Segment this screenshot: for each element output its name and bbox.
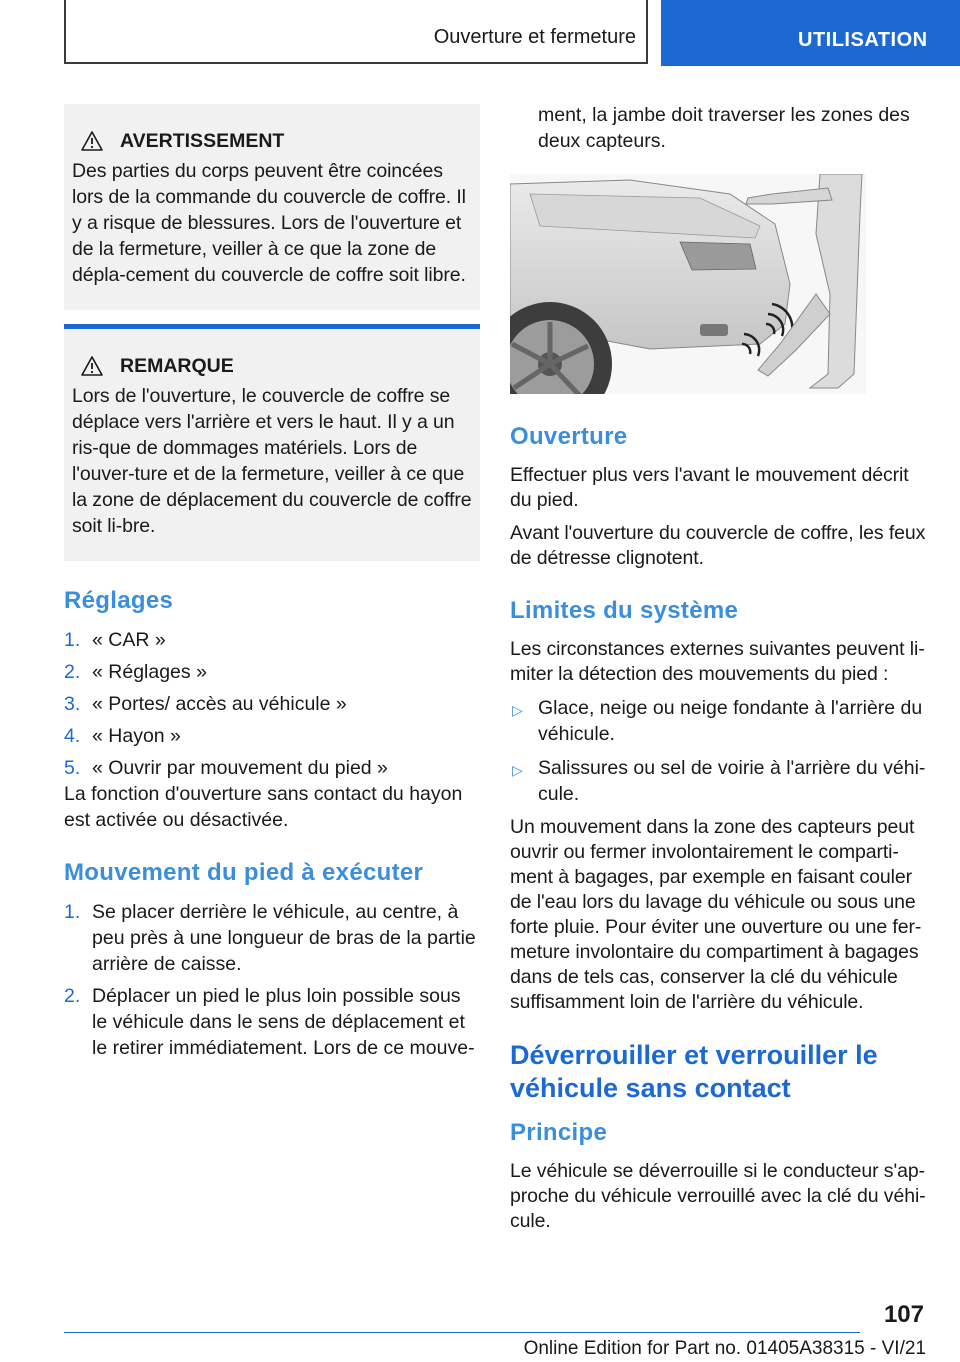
page-number: 107 — [883, 1301, 924, 1328]
limites-heading: Limites du système — [510, 597, 739, 624]
bullet-text: Salissures ou sel de voirie à l'arrière du véhi-cule. — [538, 757, 926, 805]
list-item — [64, 755, 480, 781]
ouverture-paragraph: Avant l'ouverture du couvercle de coffre, les feux de détresse clignotent. — [510, 522, 926, 569]
reglages-heading: Réglages — [64, 587, 174, 614]
bullet-text: Glace, neige ou neige fondante à l'arrière du véhicule. — [538, 697, 923, 745]
principe-text: Le véhicule se déverrouille si le conducteur s'ap-proche du véhicule verrouillé avec la clé du véhi-cule. — [510, 1160, 926, 1232]
warning-title: AVERTISSEMENT — [120, 130, 285, 152]
warning-callout — [64, 104, 480, 310]
list-item — [64, 627, 480, 653]
step-number: 2. — [64, 661, 81, 683]
warning-text: Des parties du corps peuvent être coincées lors de la commande du couvercle de coffre. Il y a risque de blessures. Lors de l'ouverture et de la fermeture, veiller à ce que la zone de dépla-cement du couvercle de coffre soit libre. — [72, 160, 466, 286]
mouvement-heading: Mouvement du pied à exécuter — [64, 859, 424, 886]
step-number: 1. — [64, 901, 81, 923]
edition-text: Online Edition for Part no. 01405A38315 - VI/21 — [523, 1338, 926, 1359]
step-text: Se placer derrière le véhicule, au centre, à peu près à une longueur de bras de la partie arrière de caisse. — [92, 901, 476, 975]
note-title-row — [72, 353, 472, 379]
list-item — [64, 983, 480, 1061]
chapter-label: UTILISATION — [798, 29, 928, 51]
step-number: 1. — [64, 629, 81, 651]
list-item — [64, 899, 480, 977]
step-text: « CAR » — [92, 629, 166, 651]
warning-title-row — [72, 128, 472, 154]
step-number: 3. — [64, 693, 81, 715]
step-text: Déplacer un pied le plus loin possible sous le véhicule dans le sens de déplacement et le retirer immédiatement. Lors de ce mouve- — [92, 985, 475, 1059]
footer-divider — [64, 1332, 860, 1333]
note-callout — [64, 324, 480, 561]
left-column — [64, 104, 480, 1067]
chapter-tab[interactable] — [661, 0, 960, 66]
step-text: « Hayon » — [92, 725, 181, 747]
limites-intro: Les circonstances externes suivantes peuvent li-miter la détection des mouvements du pied : — [510, 638, 925, 685]
section-title: Ouverture et fermeture — [433, 26, 636, 48]
list-item — [510, 695, 926, 747]
list-item — [510, 755, 926, 807]
right-column — [510, 102, 926, 1242]
step-number: 5. — [64, 757, 81, 779]
triangle-bullet-icon: ▷ — [512, 702, 523, 718]
principe-heading: Principe — [510, 1119, 608, 1146]
warning-triangle-icon — [80, 130, 104, 152]
list-item — [64, 691, 480, 717]
step-text: « Portes/ accès au véhicule » — [92, 693, 347, 715]
reglages-result: La fonction d'ouverture sans contact du hayon est activée ou désactivée. — [64, 783, 463, 831]
note-title: REMARQUE — [120, 355, 234, 377]
step-number: 4. — [64, 725, 81, 747]
mouvement-continuation: ment, la jambe doit traverser les zones des deux capteurs. — [538, 104, 910, 152]
step-number: 2. — [64, 985, 81, 1007]
note-text: Lors de l'ouverture, le couvercle de coffre se déplace vers l'arrière et vers le haut. Il y a un ris-que de dommages matériels. Lors de l'ouver-ture et de la fermeture, veiller à ce que la zone de déplacement du couvercle de coffre soit li-bre. — [72, 385, 472, 537]
deverrouiller-heading: Déverrouiller et verrouiller le véhicule sans contact — [510, 1040, 878, 1103]
step-text: « Ouvrir par mouvement du pied » — [92, 757, 388, 779]
limites-paragraph: Un mouvement dans la zone des capteurs peut ouvrir ou fermer involontairement le comparti-ment à bagages, par exemple en faisant couler de l'eau lors du lavage du véhicule ou sous une forte pluie. Pour éviter une ouverture ou une fer-meture involontaire du compartiment à bagages dans de tels cas, conserver la clé du véhicule suffisamment loin de l'arrière du véhicule. — [510, 816, 922, 1013]
list-item — [64, 659, 480, 685]
mouvement-steps — [64, 899, 480, 1061]
limites-bullets — [510, 695, 926, 807]
reglages-steps — [64, 627, 480, 781]
triangle-bullet-icon: ▷ — [512, 762, 523, 778]
step-text: « Réglages » — [92, 661, 207, 683]
ouverture-paragraph: Effectuer plus vers l'avant le mouvement décrit du pied. — [510, 464, 909, 511]
list-item — [64, 723, 480, 749]
car-foot-sensor-illustration — [510, 174, 866, 394]
ouverture-heading: Ouverture — [510, 423, 628, 450]
warning-triangle-icon — [80, 355, 104, 377]
